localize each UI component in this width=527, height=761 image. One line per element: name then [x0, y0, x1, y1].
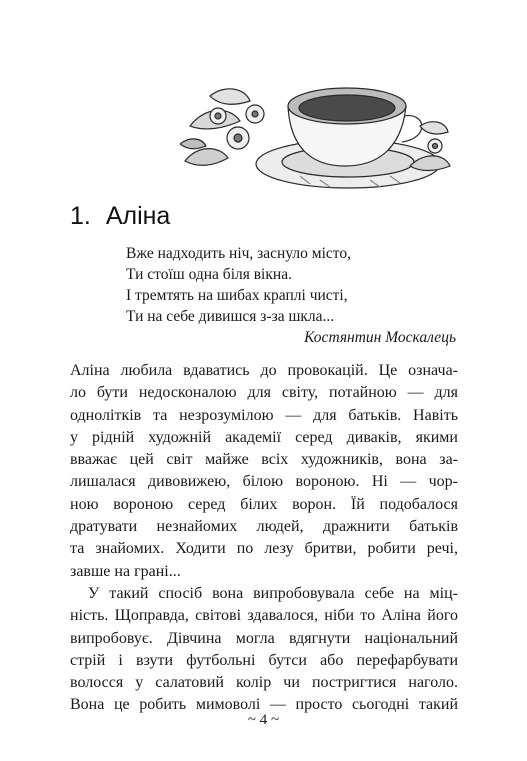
chapter-title [70, 200, 170, 232]
text-line: У такий спосіб вона випробовувала себе на міц- [88, 584, 458, 602]
body-text [70, 360, 458, 717]
text-line: ною вороною серед білих ворон. Їй подобалося [70, 495, 458, 513]
chapter-name: Аліна [105, 202, 171, 230]
epigraph-author: Костянтин Москалець [304, 329, 456, 346]
text-line: Вона це робить мимоволі — просто сьогодні такий [70, 696, 458, 714]
text-line: завше на грані... [70, 562, 181, 580]
text-line: дратувати незнайомих людей, дражнити батьків [70, 518, 458, 536]
text-line: ло бути недосконалою для світу, потайною — для [70, 384, 458, 402]
text-line: у рідній художній академії серед диваків, якими [70, 428, 458, 446]
paragraph [70, 360, 458, 583]
text-line: випробовує. Дівчина могла вдягнути національний [70, 629, 458, 647]
teacup-illustration [180, 66, 452, 200]
page-number: ~ 4 ~ [247, 712, 280, 728]
chapter-number: 1. [70, 202, 91, 230]
text-line: та знайомих. Ходити по лезу бритви, робити речі, [70, 540, 458, 558]
epigraph-line: І тремтять на шибах краплі чисті, [126, 287, 348, 304]
text-line: однолітків та незрозумілою — для батьків. Навіть [70, 406, 458, 424]
epigraph-line: Ти стоїш одна біля вікна. [126, 266, 292, 283]
text-line: Аліна любила вдаватись до провокацій. Це означа- [70, 362, 458, 379]
text-line: лишалася дивовижею, білою вороною. Ні — чор- [70, 473, 458, 491]
text-line: волосся у салатовий колір чи постригтися наголо. [70, 674, 458, 692]
epigraph-line: Вже надходить ніч, заснуло місто, [126, 245, 351, 262]
text-line: стрій і взути футбольні бутси або перефарбувати [70, 651, 458, 669]
epigraph-line: Ти на себе дивишся з-за шкла... [126, 308, 335, 325]
text-line: вважає цей світ майже всіх художників, вона за- [70, 451, 458, 469]
paragraph [70, 583, 458, 717]
text-line: ність. Щоправда, світові здавалося, ніби то Аліна його [70, 607, 458, 625]
epigraph [126, 243, 456, 348]
